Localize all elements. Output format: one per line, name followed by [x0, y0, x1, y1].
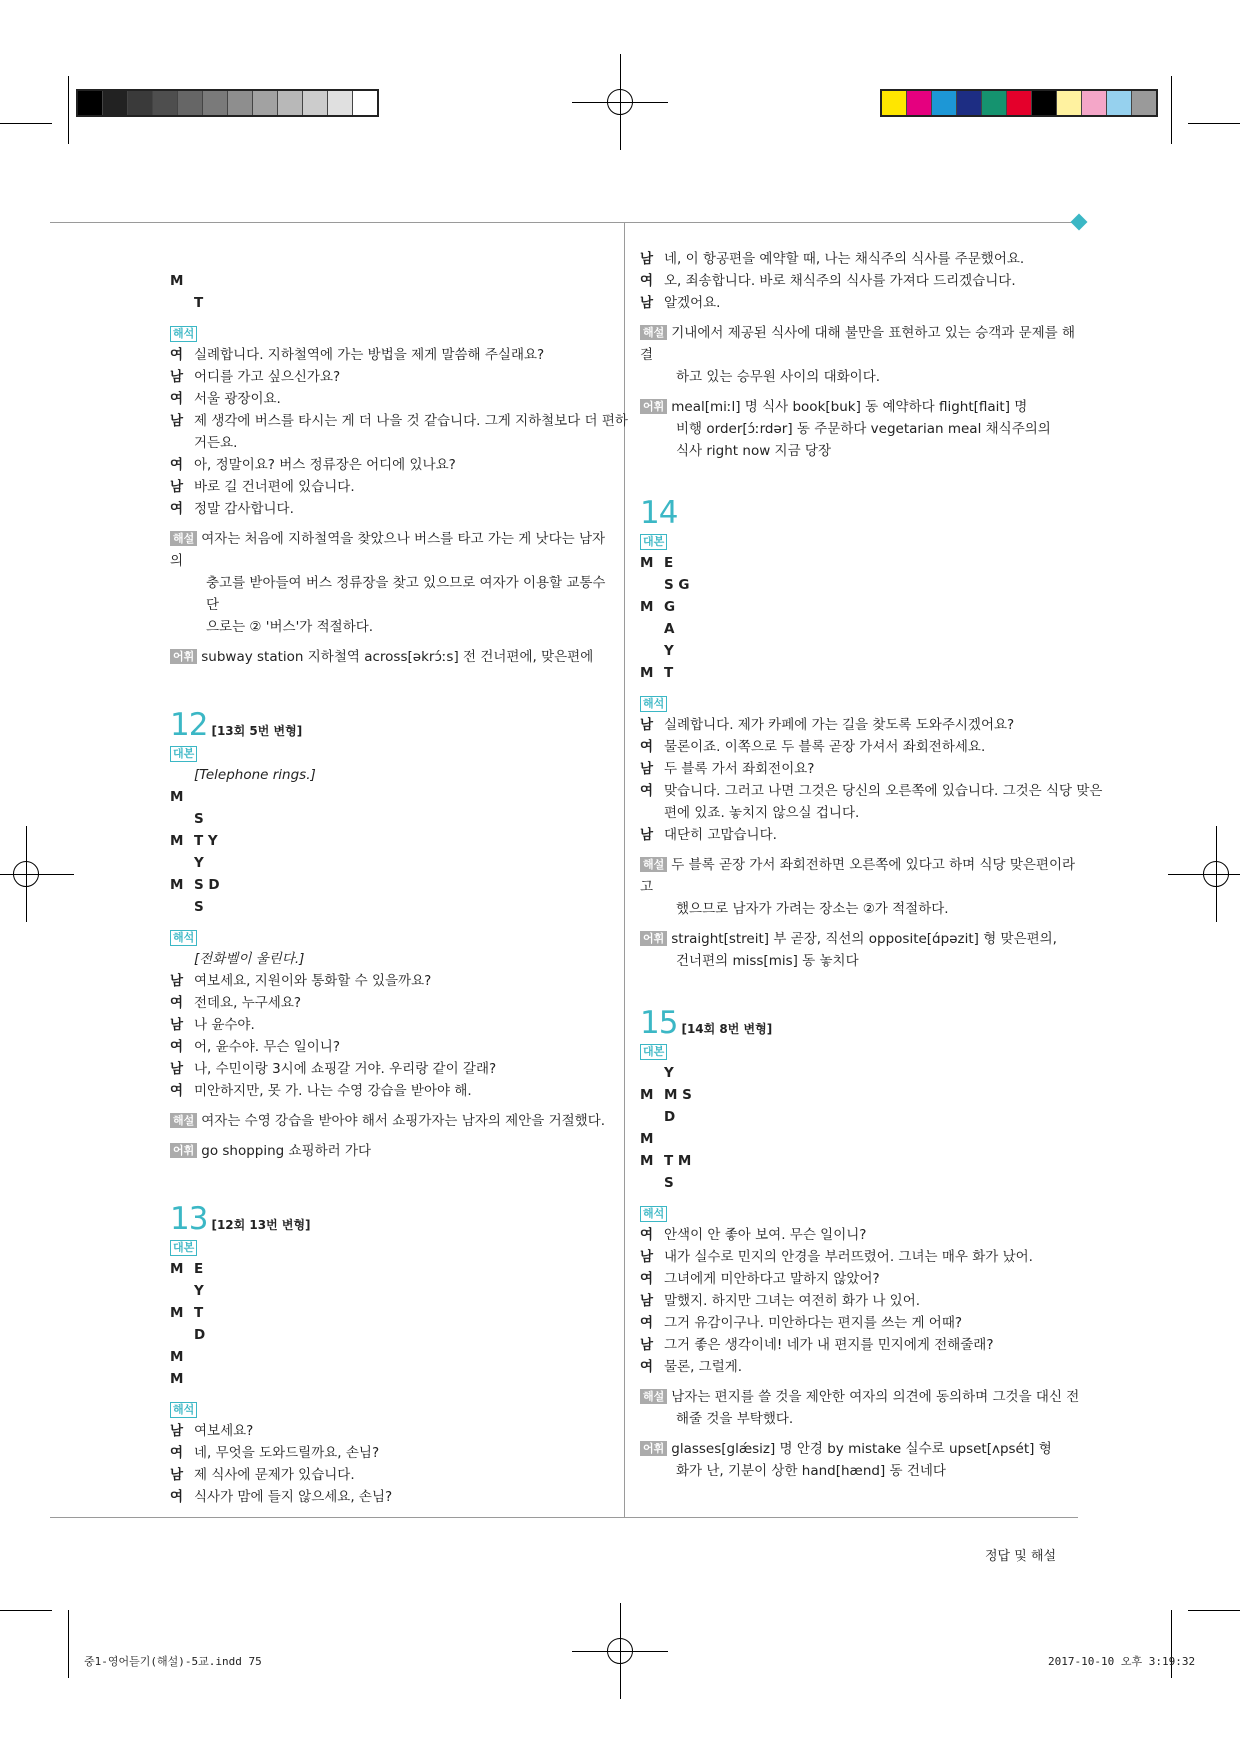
dialogue-line — [640, 1128, 1085, 1150]
speaker: 여 — [640, 783, 654, 799]
badge: 해설 — [640, 325, 667, 340]
line-text: T — [194, 295, 204, 311]
line-text: 그거 유감이구나. 미안하다는 편지를 쓰는 게 어때? — [664, 1315, 963, 1331]
dialogue-line — [640, 758, 1085, 780]
line-text: 그거 좋은 생각이네! 네가 내 편지를 민지에게 전해줄래? — [664, 1337, 994, 1353]
dialogue-line — [170, 344, 610, 366]
dialogue-line — [640, 552, 1085, 574]
color-swatch — [982, 91, 1007, 115]
line-text: S G — [664, 577, 690, 593]
speaker: 남 — [170, 1061, 184, 1077]
speaker — [170, 1324, 194, 1346]
line-text: Y — [194, 1283, 204, 1299]
speaker: 남 — [640, 827, 654, 843]
speaker: M — [170, 1305, 184, 1321]
q15-heading — [640, 1006, 1085, 1040]
badge: 어휘 — [640, 1441, 667, 1456]
speaker — [640, 1062, 664, 1084]
crop-mark — [1188, 1610, 1240, 1611]
dialogue-line — [170, 476, 610, 498]
speaker: 여 — [640, 1315, 654, 1331]
question-source: [14회 8번 변형] — [681, 1022, 773, 1036]
script-tag: 대본 — [640, 1044, 667, 1060]
grayscale-swatch — [278, 91, 303, 115]
line-text: 물론이죠. 이쪽으로 두 블록 곧장 가셔서 좌회전하세요. — [664, 739, 986, 755]
line-text: S — [194, 899, 204, 915]
dialogue-line — [170, 410, 628, 432]
dialogue-line — [640, 1062, 1085, 1084]
crop-mark — [1188, 123, 1240, 124]
grayscale-swatch — [303, 91, 328, 115]
explanation-line: 식사 right now 지금 당장 — [676, 443, 831, 459]
question-number: 12 — [170, 707, 208, 743]
line-text: 정말 감사합니다. — [194, 501, 294, 517]
q13-interpretation — [170, 1420, 610, 1508]
dialogue-line — [170, 1346, 610, 1368]
line-text: [Telephone rings.] — [194, 767, 316, 783]
speaker — [170, 292, 194, 314]
speaker: 남 — [640, 717, 654, 733]
dialogue-line — [640, 1106, 1085, 1128]
speaker: 여 — [640, 739, 654, 755]
grayscale-swatch — [178, 91, 203, 115]
speaker: M — [640, 1153, 654, 1169]
speaker: 여 — [170, 391, 184, 407]
speaker: 남 — [170, 1467, 184, 1483]
q12-script — [170, 764, 610, 918]
speaker: 남 — [170, 1017, 184, 1033]
explanation-line: 했으므로 남자가 가려는 장소는 ②가 적절하다. — [676, 901, 949, 917]
explanation-line: 화가 난, 기분이 상한 hand[hænd] 동 건네다 — [676, 1463, 946, 1479]
dialogue-line — [640, 292, 1085, 314]
line-text: 거든요. — [194, 435, 238, 451]
speaker: 여 — [170, 1489, 184, 1505]
grayscale-color-bar — [76, 89, 379, 117]
right-column — [640, 248, 1103, 1482]
line-text: D — [664, 1109, 676, 1125]
line-text: 두 블록 가서 좌회전이요? — [664, 761, 815, 777]
line-text: T — [194, 1305, 204, 1321]
speaker: 남 — [170, 973, 184, 989]
grayscale-swatch — [353, 91, 377, 115]
line-text: 맞습니다. 그러고 나면 그것은 당신의 오른쪽에 있습니다. 그것은 식당 맞은 — [664, 783, 1103, 799]
interp-tag: 해석 — [170, 1402, 197, 1418]
top-rule — [50, 222, 1078, 223]
dialogue-line — [170, 764, 610, 786]
q12-heading — [170, 708, 610, 742]
line-text: T Y — [194, 833, 218, 849]
line-text: 서울 광장이요. — [194, 391, 281, 407]
bottom-rule — [50, 1517, 1078, 1518]
q14-explanation — [640, 854, 1085, 920]
dialogue-line — [170, 366, 610, 388]
line-text: 실례합니다. 지하철역에 가는 방법을 제게 말씀해 주실래요? — [194, 347, 545, 363]
dialogue-line — [640, 736, 1085, 758]
speaker: 남 — [640, 1249, 654, 1265]
speaker: 여 — [170, 995, 184, 1011]
line-text: 물론, 그럴게. — [664, 1359, 743, 1375]
badge: 어휘 — [170, 649, 197, 664]
grayscale-swatch — [128, 91, 153, 115]
speaker: 남 — [640, 1293, 654, 1309]
dialogue-line — [170, 1036, 610, 1058]
dialogue-line — [170, 1302, 610, 1324]
line-text: 전데요, 누구세요? — [194, 995, 302, 1011]
script-tag: 대본 — [170, 746, 197, 762]
q14-heading — [640, 496, 1085, 530]
line-text: 나 윤수야. — [194, 1017, 255, 1033]
dialogue-line — [170, 1080, 610, 1102]
speaker: M — [640, 599, 654, 615]
grayscale-swatch — [103, 91, 128, 115]
color-swatch — [1057, 91, 1082, 115]
speaker: M — [170, 1371, 184, 1387]
q14-interpretation — [640, 714, 1103, 846]
q15-interpretation — [640, 1224, 1085, 1378]
dialogue-line — [640, 1246, 1085, 1268]
speaker: 남 — [640, 251, 654, 267]
line-text: 말했지. 하지만 그녀는 여전히 화가 나 있어. — [664, 1293, 921, 1309]
dialogue-line — [170, 992, 610, 1014]
explanation-line: 하고 있는 승무원 사이의 대화이다. — [676, 369, 881, 385]
explanation-line: 여자는 처음에 지하철역을 찾았으나 버스를 타고 가는 게 낫다는 남자의 — [170, 531, 606, 569]
dialogue-line — [170, 1324, 610, 1346]
q14-script — [640, 552, 1085, 684]
dialogue-line — [170, 1486, 610, 1508]
line-text: 어디를 가고 싶으신가요? — [194, 369, 341, 385]
line-text: G — [664, 599, 676, 615]
line-text: Y — [664, 1065, 674, 1081]
speaker: 여 — [170, 501, 184, 517]
q11-script-tail — [170, 270, 610, 314]
speaker: M — [170, 877, 184, 893]
dialogue-line — [170, 432, 610, 454]
q13-script — [170, 1258, 610, 1390]
question-source: [12회 13번 변형] — [211, 1218, 311, 1232]
q11-vocabulary — [170, 646, 610, 668]
speaker — [640, 640, 664, 662]
line-text: 내가 실수로 민지의 안경을 부러뜨렸어. 그녀는 매우 화가 났어. — [664, 1249, 1033, 1265]
line-text: 대단히 고맙습니다. — [664, 827, 777, 843]
speaker: M — [170, 1349, 184, 1365]
line-text: Y — [664, 643, 674, 659]
explanation-line: 여자는 수영 강습을 받아야 해서 쇼핑가자는 남자의 제안을 거절했다. — [201, 1113, 606, 1129]
speaker: 남 — [170, 413, 184, 429]
q12-vocabulary — [170, 1140, 610, 1162]
badge: 해설 — [640, 1389, 667, 1404]
line-text: 여보세요? — [194, 1423, 254, 1439]
q13-heading — [170, 1202, 610, 1236]
color-swatch — [1007, 91, 1032, 115]
crop-mark — [1171, 76, 1172, 144]
explanation-line: 건너편의 miss[mis] 동 놓치다 — [676, 953, 859, 969]
dialogue-line — [170, 852, 610, 874]
badge: 해설 — [640, 857, 667, 872]
line-text: S D — [194, 877, 220, 893]
explanation-line: 남자는 편지를 쓸 것을 제안한 여자의 의견에 동의하며 그것을 대신 전 — [671, 1389, 1080, 1405]
line-text: 네, 이 항공편을 예약할 때, 나는 채식주의 식사를 주문했어요. — [664, 251, 1025, 267]
dialogue-line — [170, 948, 610, 970]
line-text: 어, 윤수야. 무슨 일이니? — [194, 1039, 340, 1055]
q11-interpretation — [170, 344, 628, 520]
page-footer-label: 정답 및 해설 — [985, 1549, 1057, 1564]
speaker — [170, 948, 194, 970]
line-text: 여보세요, 지원이와 통화할 수 있을까요? — [194, 973, 432, 989]
dialogue-line — [170, 786, 610, 808]
line-text: [전화벨이 울린다.] — [194, 951, 305, 967]
color-swatch — [1032, 91, 1057, 115]
speaker: M — [170, 273, 184, 289]
dialogue-line — [170, 808, 610, 830]
dialogue-line — [170, 498, 610, 520]
speaker: M — [640, 665, 654, 681]
dialogue-line — [170, 896, 610, 918]
dialogue-line — [170, 1014, 610, 1036]
grayscale-swatch — [253, 91, 278, 115]
explanation-line: 으로는 ② '버스'가 적절하다. — [206, 619, 374, 635]
explanation-line: meal[miːl] 명 식사 book[buk] 동 예약하다 flight[flait] 명 — [671, 399, 1028, 415]
badge: 해설 — [170, 531, 197, 546]
q15-vocabulary — [640, 1438, 1085, 1482]
interp-tag: 해석 — [170, 930, 197, 946]
line-text: T — [664, 665, 674, 681]
registration-mark-icon — [594, 76, 646, 128]
color-swatch — [957, 91, 982, 115]
crop-mark — [68, 1610, 69, 1678]
dialogue-line — [170, 1368, 610, 1390]
dialogue-line — [640, 802, 1085, 824]
dialogue-line — [640, 640, 1085, 662]
speaker: 남 — [640, 761, 654, 777]
speaker: 남 — [170, 1423, 184, 1439]
explanation-line: straight[streit] 부 곧장, 직선의 opposite[ɑ́pəzit] 형 맞은편의, — [671, 931, 1057, 947]
speaker — [170, 852, 194, 874]
dialogue-line — [170, 1420, 610, 1442]
speaker: 여 — [170, 1445, 184, 1461]
dialogue-line — [640, 824, 1085, 846]
crop-mark — [0, 1610, 52, 1611]
speaker: 여 — [170, 1083, 184, 1099]
speaker: 여 — [640, 273, 654, 289]
dialogue-line — [170, 1280, 610, 1302]
line-text: D — [194, 1327, 206, 1343]
dialogue-line — [640, 1268, 1085, 1290]
speaker — [170, 432, 194, 454]
speaker — [640, 1106, 664, 1128]
interp-tag: 해석 — [640, 1206, 667, 1222]
line-text: M S — [664, 1087, 692, 1103]
dialogue-line — [640, 618, 1085, 640]
explanation-line: 기내에서 제공된 식사에 대해 불만을 표현하고 있는 승객과 문제를 해결 — [640, 325, 1076, 363]
interp-tag: 해석 — [640, 696, 667, 712]
dialogue-line — [640, 248, 1085, 270]
q15-explanation — [640, 1386, 1085, 1430]
grayscale-swatch — [153, 91, 178, 115]
q13-explanation — [640, 322, 1085, 388]
speaker: M — [170, 789, 184, 805]
line-text: Y — [194, 855, 204, 871]
question-number: 13 — [170, 1201, 208, 1237]
line-text: 식사가 맘에 들지 않으세요, 손님? — [194, 1489, 393, 1505]
explanation-line: subway station 지하철역 across[əkrɔ́ːs] 전 건너편에, 맞은편에 — [201, 649, 594, 665]
process-color-bar — [880, 89, 1158, 117]
left-column — [170, 270, 628, 1508]
line-text: 바로 길 건너편에 있습니다. — [194, 479, 355, 495]
dialogue-line — [640, 1172, 1085, 1194]
grayscale-swatch — [203, 91, 228, 115]
speaker: 여 — [170, 457, 184, 473]
dialogue-line — [170, 292, 610, 314]
speaker — [170, 808, 194, 830]
grayscale-swatch — [78, 91, 103, 115]
color-swatch — [1107, 91, 1132, 115]
speaker: 여 — [640, 1359, 654, 1375]
speaker: 여 — [640, 1271, 654, 1287]
dialogue-line — [640, 1084, 1085, 1106]
q15-script — [640, 1062, 1085, 1194]
explanation-line: 두 블록 곧장 가서 좌회전하면 오른쪽에 있다고 하며 식당 맞은편이라고 — [640, 857, 1076, 895]
badge: 해설 — [170, 1113, 197, 1128]
diamond-icon — [1071, 214, 1088, 231]
dialogue-line — [640, 1334, 1085, 1356]
speaker: 남 — [170, 369, 184, 385]
q14-vocabulary — [640, 928, 1085, 972]
speaker — [170, 1280, 194, 1302]
script-tag: 대본 — [170, 1240, 197, 1256]
dialogue-line — [640, 596, 1085, 618]
dialogue-line — [640, 574, 1085, 596]
interp-tag: 해석 — [170, 326, 197, 342]
line-text: 제 식사에 문제가 있습니다. — [194, 1467, 355, 1483]
q11-explanation — [170, 528, 610, 638]
speaker: M — [170, 833, 184, 849]
explanation-line: 충고를 받아들여 버스 정류장을 찾고 있으므로 여자가 이용할 교통수단 — [206, 575, 606, 613]
print-date: 2017-10-10 오후 3:19:32 — [1048, 1655, 1196, 1668]
dialogue-line — [170, 1058, 610, 1080]
badge: 어휘 — [640, 399, 667, 414]
color-swatch — [1132, 91, 1156, 115]
registration-mark-icon — [1190, 848, 1240, 900]
speaker: 여 — [170, 1039, 184, 1055]
question-number: 14 — [640, 495, 678, 531]
speaker — [640, 574, 664, 596]
speaker: 남 — [640, 295, 654, 311]
dialogue-line — [640, 1224, 1085, 1246]
badge: 어휘 — [640, 931, 667, 946]
q12-interpretation — [170, 948, 610, 1102]
dialogue-line — [640, 270, 1085, 292]
crop-mark — [0, 123, 52, 124]
q13-vocabulary — [640, 396, 1085, 462]
speaker — [170, 764, 194, 786]
script-tag: 대본 — [640, 534, 667, 550]
speaker: M — [170, 1261, 184, 1277]
line-text: S — [194, 811, 204, 827]
dialogue-line — [170, 1258, 610, 1280]
line-text: 그녀에게 미안하다고 말하지 않았어? — [664, 1271, 880, 1287]
color-swatch — [932, 91, 957, 115]
speaker — [170, 896, 194, 918]
dialogue-line — [640, 1290, 1085, 1312]
line-text: 오, 죄송합니다. 바로 채식주의 식사를 가져다 드리겠습니다. — [664, 273, 1016, 289]
speaker: 남 — [640, 1337, 654, 1353]
dialogue-line — [170, 1442, 610, 1464]
grayscale-swatch — [228, 91, 253, 115]
speaker: M — [640, 555, 654, 571]
dialogue-line — [170, 830, 610, 852]
dialogue-line — [170, 874, 610, 896]
line-text: 알겠어요. — [664, 295, 721, 311]
line-text: 편에 있죠. 놓치지 않으실 겁니다. — [664, 805, 860, 821]
line-text: 네, 무엇을 도와드릴까요, 손님? — [194, 1445, 380, 1461]
dialogue-line — [640, 1356, 1085, 1378]
dialogue-line — [170, 270, 610, 292]
line-text: A — [664, 621, 675, 637]
dialogue-line — [640, 780, 1103, 802]
line-text: E — [194, 1261, 204, 1277]
color-swatch — [1082, 91, 1107, 115]
line-text: S — [664, 1175, 674, 1191]
q13-interpretation-continued — [640, 248, 1085, 314]
speaker: 여 — [640, 1227, 654, 1243]
dialogue-line — [170, 970, 610, 992]
explanation-line: glasses[glǽsiz] 명 안경 by mistake 실수로 upset[ʌpsét] 형 — [671, 1441, 1052, 1457]
color-swatch — [882, 91, 907, 115]
color-swatch — [907, 91, 932, 115]
speaker: 남 — [170, 479, 184, 495]
speaker — [640, 618, 664, 640]
line-text: 미안하지만, 못 가. 나는 수영 강습을 받아야 해. — [194, 1083, 472, 1099]
dialogue-line — [170, 388, 610, 410]
explanation-line: 비행 order[ɔ́ːrdər] 동 주문하다 vegetarian meal 채식주의의 — [676, 421, 1051, 437]
crop-mark — [68, 76, 69, 144]
dialogue-line — [640, 714, 1085, 736]
speaker — [640, 802, 664, 824]
q12-explanation — [170, 1110, 610, 1132]
explanation-line: 해줄 것을 부탁했다. — [676, 1411, 794, 1427]
dialogue-line — [170, 1464, 610, 1486]
badge: 어휘 — [170, 1143, 197, 1158]
file-info: 중1-영어듣기(해설)-5교.indd 75 — [84, 1655, 262, 1668]
line-text: 실례합니다. 제가 카페에 가는 길을 찾도록 도와주시겠어요? — [664, 717, 1015, 733]
line-text: E — [664, 555, 674, 571]
registration-mark-icon — [594, 1625, 646, 1677]
registration-mark-icon — [0, 848, 52, 900]
line-text: 나, 수민이랑 3시에 쇼핑갈 거야. 우리랑 같이 갈래? — [194, 1061, 497, 1077]
dialogue-line — [640, 1312, 1085, 1334]
dialogue-line — [170, 454, 610, 476]
speaker — [640, 1172, 664, 1194]
line-text: 제 생각에 버스를 타시는 게 더 나을 것 같습니다. 그게 지하철보다 더 편하 — [194, 413, 628, 429]
line-text: T M — [664, 1153, 692, 1169]
speaker: M — [640, 1087, 654, 1103]
dialogue-line — [640, 662, 1085, 684]
explanation-line: go shopping 쇼핑하러 가다 — [201, 1143, 372, 1159]
speaker: 여 — [170, 347, 184, 363]
question-source: [13회 5번 변형] — [211, 724, 303, 738]
question-number: 15 — [640, 1005, 678, 1041]
grayscale-swatch — [328, 91, 353, 115]
speaker: M — [640, 1131, 654, 1147]
line-text: 아, 정말이요? 버스 정류장은 어디에 있나요? — [194, 457, 456, 473]
dialogue-line — [640, 1150, 1085, 1172]
line-text: 안색이 안 좋아 보여. 무슨 일이니? — [664, 1227, 867, 1243]
